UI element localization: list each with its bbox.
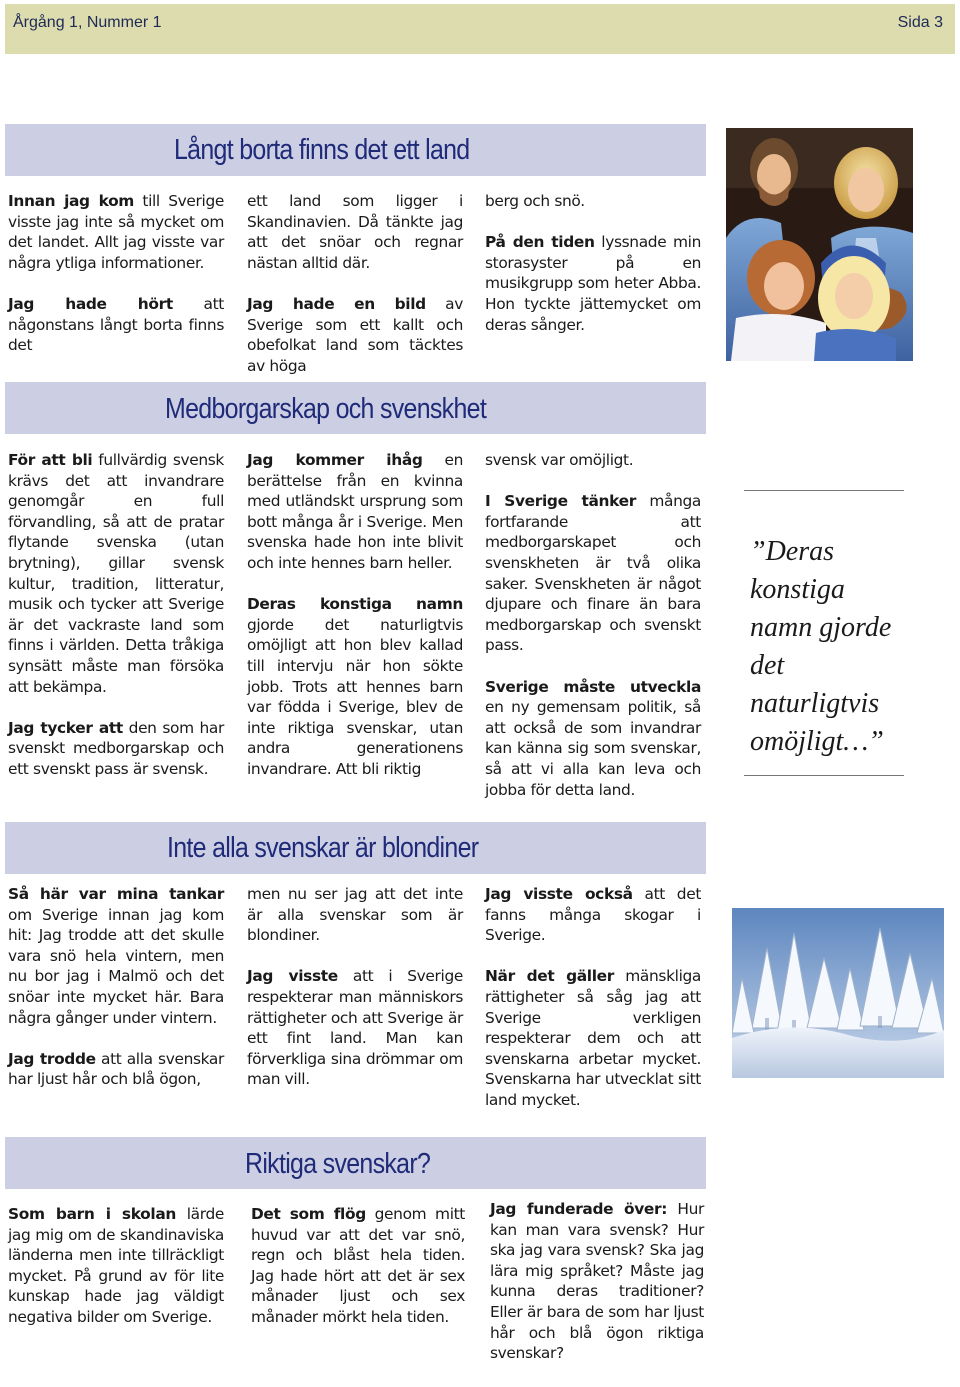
paragraph xyxy=(490,1199,704,1364)
paragraph-lead: Som barn i skolan xyxy=(8,1205,176,1223)
paragraph xyxy=(8,1204,224,1328)
paragraph xyxy=(485,966,701,1110)
paragraph-text: till Sverige visste jag inte så mycket om det landet. Allt jag visste var några ytliga informationer. xyxy=(8,192,224,272)
paragraph xyxy=(247,884,463,946)
article-1-col-3 xyxy=(485,191,701,335)
paragraph-lead: I Sverige tänker xyxy=(485,492,636,511)
paragraph-lead: Jag visste xyxy=(247,967,338,986)
article-3-col-1 xyxy=(8,884,224,1090)
paragraph-text: svensk var omöjligt. xyxy=(485,451,634,469)
paragraph-lead: Deras konstiga namn xyxy=(247,595,463,614)
paragraph-text: lärde jag mig om de skandinaviska länderna men inte tillräckligt mycket. På grund av för lite kunskap hade jag väldigt negativa bilder om Sverige. xyxy=(8,1205,225,1326)
paragraph-text: många fortfarande att medborgarskapet och svenskheten är två olika saker. Svenskheten är något djupare och finare än bara medborgarskap och svenskt pass. xyxy=(485,492,701,655)
paragraph xyxy=(485,232,701,335)
paragraph-lead: Så här var mina tankar xyxy=(8,885,224,903)
paragraph-text: att alla svenskar har ljust hår och blå ögon, xyxy=(8,1049,224,1089)
article-2-title: Medborgarskap och svenskhet xyxy=(165,393,487,425)
paragraph-text: att det fanns många skogar i Sverige. xyxy=(485,885,701,945)
page-header xyxy=(5,4,955,54)
paragraph-text: gjorde det naturligtvis omöjligt att hon blev kallad till intervju när hon sökte jobb. Trots att hennes barn var födda i Sverige, blev de inte riktiga svenskar, utan andra generationens invandrare. Att bli riktig xyxy=(247,615,463,778)
paragraph-text: genom mitt huvud var att det var snö, regn och blåst hela tiden. Jag hade hört att det är sex månader ljust och sex månader mörkt hela tiden. xyxy=(251,1205,465,1326)
issue-label: Årgång 1, Nummer 1 xyxy=(13,14,162,31)
article-3-col-3 xyxy=(485,884,701,1111)
paragraph xyxy=(247,594,463,779)
page-number: Sida 3 xyxy=(897,14,943,31)
paragraph-lead: Jag hade en bild xyxy=(247,294,426,313)
paragraph xyxy=(8,294,224,356)
article-3-title: Inte alla svenskar är blondiner xyxy=(167,832,479,864)
paragraph-lead: Jag visste också xyxy=(485,885,633,903)
paragraph-text: mänskliga rättigheter så såg jag att Sverige verkligen respekterar dem och att svenskarna arbetar mycket. Svenskarna har utvecklat sitt land mycket. xyxy=(485,967,701,1109)
article-4-col-3 xyxy=(490,1199,704,1364)
paragraph-text: lyssnade min storasyster på en musikgrupp som heter Abba. Hon tyckte jättemycket om deras sånger. xyxy=(485,233,701,334)
paragraph xyxy=(485,491,701,656)
paragraph xyxy=(485,191,701,212)
paragraph xyxy=(485,450,701,471)
abba-photo xyxy=(726,128,913,361)
paragraph xyxy=(8,884,224,1028)
paragraph xyxy=(247,294,463,376)
article-1-title: Långt borta finns det ett land xyxy=(174,134,470,166)
pull-quote-box xyxy=(744,490,904,776)
article-3-col-2 xyxy=(247,884,463,1090)
paragraph-text: Hur kan man vara svensk? Hur ska jag vara svensk? Ska jag lära mig språket? Måste jag kunna deras traditioner? Eller är bara de som har ljust hår och blå ögon riktiga svenskar? xyxy=(490,1200,704,1363)
paragraph-text: en ny gemensam politik, så att också de som invandrar kan känna sig som svenskar, så att vi alla kan leva och jobba för detta land. xyxy=(485,698,701,799)
paragraph xyxy=(251,1204,465,1328)
paragraph-text: om Sverige innan jag kom hit: Jag trodde att det skulle vara snö hela vintern, men nu bor jag i Malmö och det snöar inte mycket här. Bara några gånger under vintern. xyxy=(8,905,224,1027)
article-1-col-2 xyxy=(247,191,463,376)
article-4-title: Riktiga svenskar? xyxy=(245,1148,431,1180)
article-4-col-1 xyxy=(8,1204,224,1328)
paragraph xyxy=(247,191,463,273)
paragraph-lead: För att bli xyxy=(8,451,93,469)
paragraph-text: ett land som ligger i Skandinavien. Då tänkte jag att det snöar och regnar nästan alltid där. xyxy=(247,192,463,272)
paragraph xyxy=(8,718,224,780)
article-2-col-2 xyxy=(247,450,463,780)
paragraph-lead: Jag kommer ihåg xyxy=(247,451,423,469)
paragraph xyxy=(8,191,224,273)
paragraph-text: fullvärdig svensk krävs det att invandrare genomgår en full förvandling, så att de pratar flytande svenska (utan brytning), gillar svensk kultur, tradition, litteratur, musik och tycker att Sverige är det vackraste land som finns i världen. Detta tråkiga synsätt måste man försöka att bekämpa. xyxy=(8,451,224,696)
paragraph-text: men nu ser jag att det inte är alla svenskar som är blondiner. xyxy=(247,885,463,945)
article-2-col-1 xyxy=(8,450,224,780)
paragraph-text: en berättelse från en kvinna med utländskt ursprung som bott många år i Sverige. Men svenska hade hon inte blivit och inte hennes barn heller. xyxy=(247,451,463,572)
paragraph-text: att någonstans långt borta finns det xyxy=(8,294,224,355)
paragraph xyxy=(8,450,224,697)
paragraph-text: berg och snö. xyxy=(485,192,585,210)
paragraph-lead: Jag funderade över: xyxy=(490,1200,668,1218)
paragraph xyxy=(8,1049,224,1090)
paragraph xyxy=(247,450,463,574)
paragraph-text: den som har svenskt medborgarskap och ett svenskt pass är svensk. xyxy=(8,718,224,778)
paragraph-lead: Jag tycker att xyxy=(8,718,123,737)
paragraph-lead: Det som flög xyxy=(251,1205,366,1223)
snowy-forest-photo xyxy=(732,908,944,1078)
paragraph-lead: Sverige måste utveckla xyxy=(485,677,701,696)
paragraph xyxy=(485,884,701,946)
paragraph-lead: Innan jag kom xyxy=(8,192,134,210)
paragraph xyxy=(247,966,463,1090)
paragraph-text: av Sverige som ett kallt och obefolkat land som täcktes av höga xyxy=(247,294,463,375)
article-4-col-2 xyxy=(251,1204,465,1328)
paragraph-lead: Jag trodde xyxy=(8,1049,96,1068)
article-2-col-3 xyxy=(485,450,701,800)
article-1-col-1 xyxy=(8,191,224,356)
paragraph-lead: På den tiden xyxy=(485,233,595,252)
paragraph-lead: När det gäller xyxy=(485,967,614,986)
paragraph-text: att i Sverige respekterar man människors rättigheter och att Sverige är ett fint land. Man kan förverkliga sina drömmar om man vill. xyxy=(247,967,463,1089)
paragraph-lead: Jag hade hört xyxy=(8,294,173,313)
pull-quote: ”Deras konstiga namn gjorde det naturligtvis omöjligt…” xyxy=(750,536,892,757)
paragraph xyxy=(485,677,701,801)
